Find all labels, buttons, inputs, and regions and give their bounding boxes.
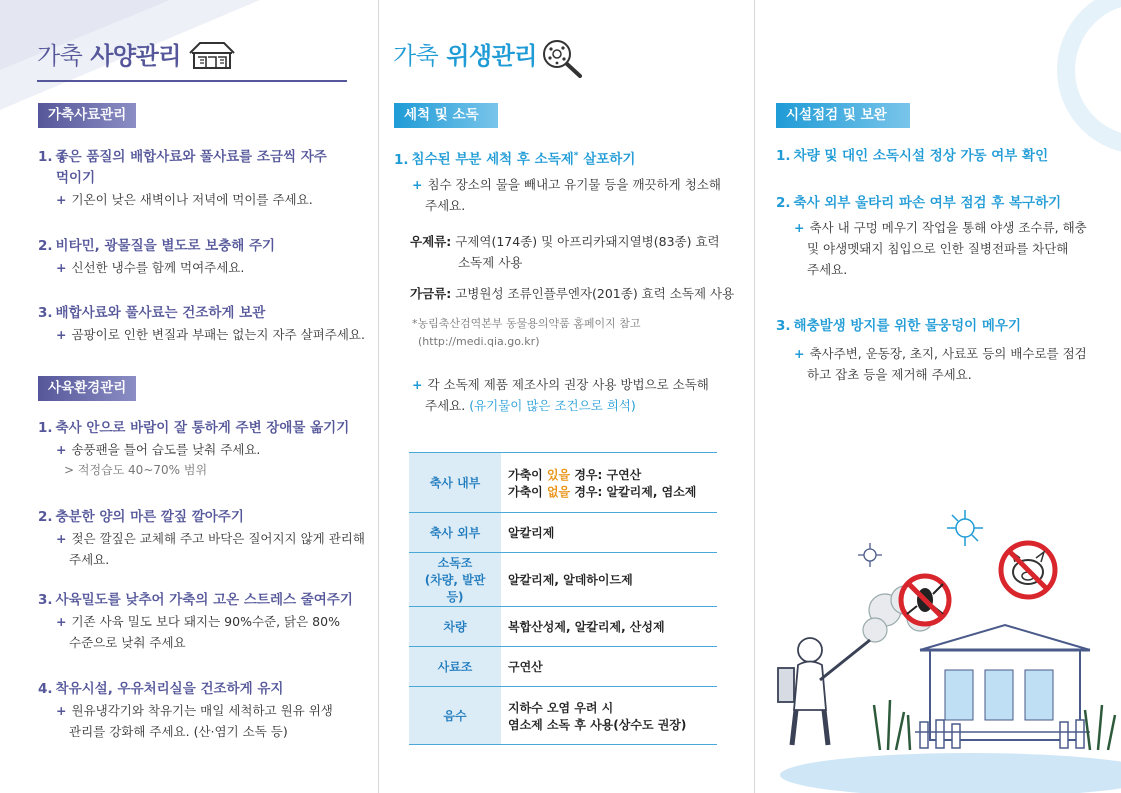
list-item: 4. 착유시설, 우유처리실을 건조하게 유지 + 원유냉각기와 착유기는 매일 세척하고 원유 위생 관리를 강화해 주세요. (산·염기 소독 등) xyxy=(38,681,333,739)
list-item: 2. 비타민, 광물질을 별도로 보충해 주기 + 신선한 냉수를 함께 먹여주세요. xyxy=(38,238,276,275)
poultry-disinfectant-rule: 가금류: 고병원성 조류인플루엔자(201종) 효력 소독제 사용 xyxy=(410,286,735,301)
list-item: 3. 해충발생 방지를 위한 물웅덩이 메우기 + 축사주변, 운동장, 초지, 사료포 등의 배수로를 점검 하고 잡초 등을 제거해 주세요. xyxy=(776,318,1087,382)
section-label-feed: 가축사료관리 xyxy=(38,103,136,128)
no-insect-icon xyxy=(901,576,949,624)
column-divider xyxy=(754,0,755,793)
list-item: 1. 침수된 부분 세척 후 소독제* 살포하기 + 침수 장소의 물을 빼내고 유기물 등을 깨끗하게 청소해 주세요. xyxy=(394,151,721,213)
list-item: 1. 차량 및 대인 소독시설 정상 가동 여부 확인 xyxy=(776,148,1049,164)
table-row: 차량 복합산성제, 알칼리제, 산성제 xyxy=(409,607,717,647)
page-title-feeding: 가축 사양관리 xyxy=(37,42,181,70)
table-row: 사료조 구연산 xyxy=(409,647,717,687)
disinfection-illustration xyxy=(770,500,1121,793)
list-item: 2. 축사 외부 울타리 파손 여부 점검 후 복구하기 + 축사 내 구멍 메우기 작업을 통해 야생 조수류, 해충 및 야생멧돼지 침입으로 인한 질병전파를 차단해 주세요. xyxy=(776,195,1087,277)
list-item: 1. 좋은 품질의 배합사료와 풀사료를 조금씩 자주 먹이기 + 기온이 낮은 새벽이나 저녁에 먹이를 주세요. xyxy=(38,149,327,207)
footnote: *농림축산검역본부 동물용의약품 홈페이지 참고 (http://medi.qia.go.kr) xyxy=(412,317,641,348)
corner-decoration-right xyxy=(1031,0,1121,200)
no-pig-icon xyxy=(1001,543,1055,597)
list-item: 2. 충분한 양의 마른 깔짚 깔아주기 + 젖은 깔짚은 교체해 주고 바닥은 질어지지 않게 관리해 주세요. xyxy=(38,509,365,567)
table-row: 소독조 (차량, 발판 등) 알칼리제, 알데하이드제 xyxy=(409,553,717,607)
column-divider xyxy=(378,0,379,793)
livestock-disinfectant-rule: 우제류: 구제역(174종) 및 아프리카돼지열병(83종) 효력 소독제 사용 xyxy=(410,234,720,270)
list-item: 3. 배합사료와 풀사료는 건조하게 보관 + 곰팡이로 인한 변질과 부패는 없는지 자주 살펴주세요. xyxy=(38,305,365,342)
page-title-hygiene: 가축 위생관리 xyxy=(393,42,537,70)
list-item: + 각 소독제 제품 제조사의 권장 사용 방법으로 소독해 주세요. (유기물이 많은 조건으로 희석) xyxy=(412,377,709,413)
disinfectant-table xyxy=(409,452,717,745)
table-row: 축사 외부 알칼리제 xyxy=(409,513,717,553)
ground-shape xyxy=(780,753,1121,793)
list-item: 1. 축사 안으로 바람이 잘 통하게 주변 장애물 옮기기 + 송풍팬을 틀어 습도를 낮춰 주세요. > 적정습도 40~70% 범위 xyxy=(38,420,350,477)
list-item: 3. 사육밀도를 낮추어 가축의 고온 스트레스 줄여주기 + 기존 사육 밀도 보다 돼지는 90%수준, 닭은 80% 수준으로 낮춰 주세요 xyxy=(38,592,353,650)
section-label-facility: 시설점검 및 보완 xyxy=(776,103,910,128)
title-underline xyxy=(37,80,347,82)
virus-icon-small xyxy=(858,543,882,567)
table-row: 축사 내부 가축이 있을 경우: 구연산 가축이 없을 경우: 알칼리제, 염소제 xyxy=(409,453,717,513)
section-label-env: 사육환경관리 xyxy=(38,376,136,401)
magnifier-germ-icon xyxy=(540,38,584,78)
virus-icon xyxy=(947,510,983,546)
table-row: 음수 지하수 오염 우려 시 염소제 소독 후 사용(상수도 권장) xyxy=(409,687,717,745)
barn-icon xyxy=(188,40,236,70)
sprayer-person xyxy=(778,638,870,745)
section-label-disinfect: 세척 및 소독 xyxy=(394,103,498,128)
